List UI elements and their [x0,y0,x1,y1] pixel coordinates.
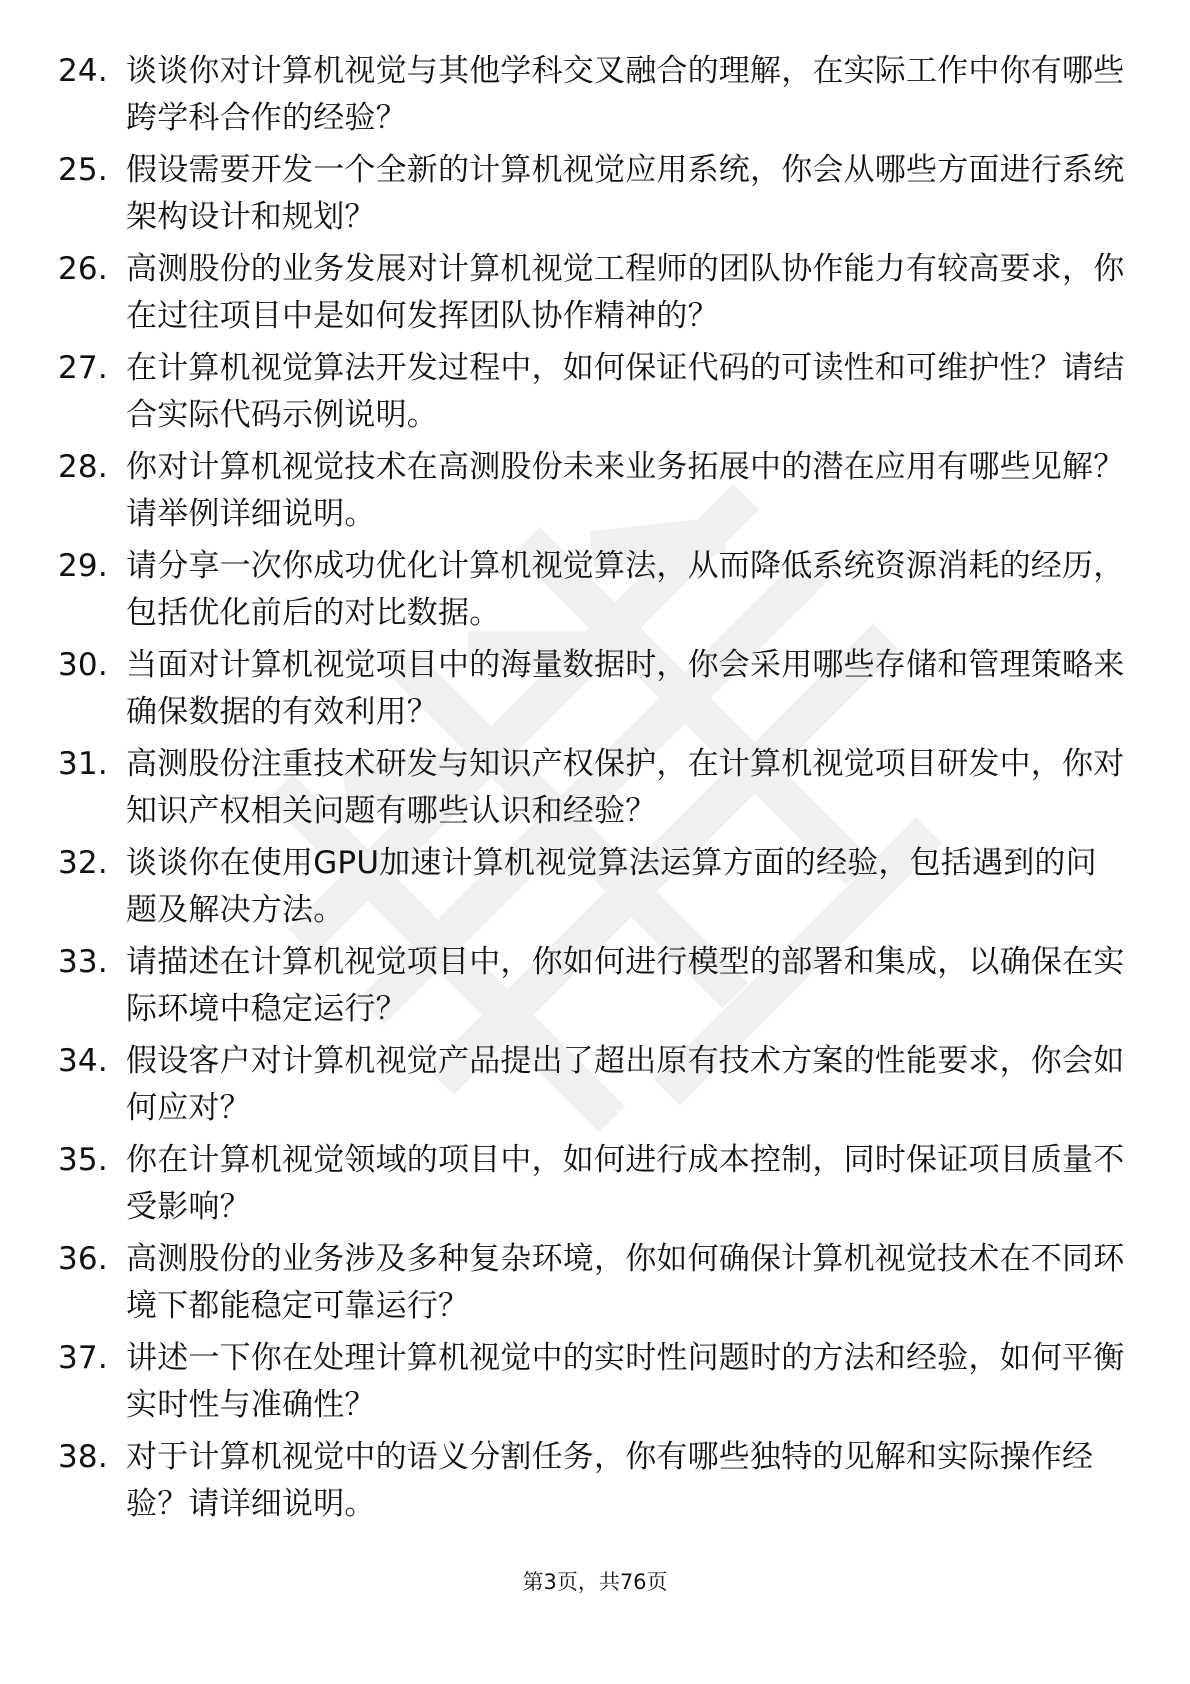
question-text: 谈谈你在使用GPU加速计算机视觉算法运算方面的经验，包括遇到的问题及解决方法。 [126,845,1097,928]
question-text: 当面对计算机视觉项目中的海量数据时，你会采用哪些存储和管理策略来确保数据的有效利用？ [126,647,1125,730]
question-item [58,1434,1128,1533]
question-text: 请描述在计算机视觉项目中，你如何进行模型的部署和集成，以确保在实际环境中稳定运行？ [126,944,1125,1027]
question-text: 假设客户对计算机视觉产品提出了超出原有技术方案的性能要求，你会如何应对？ [126,1043,1125,1126]
question-number: 38. [58,1439,108,1475]
question-number: 32. [58,845,108,881]
question-item [58,1137,1128,1236]
question-item [58,642,1128,741]
question-item [58,741,1128,840]
question-item [58,939,1128,1038]
question-number: 27. [58,350,108,386]
question-number: 34. [58,1043,108,1079]
question-number: 29. [58,548,108,584]
question-item [58,1335,1128,1434]
question-text: 你对计算机视觉技术在高测股份未来业务拓展中的潜在应用有哪些见解？请举例详细说明。 [126,449,1125,532]
question-item [58,840,1128,939]
question-text: 谈谈你对计算机视觉与其他学科交叉融合的理解，在实际工作中你有哪些跨学科合作的经验？ [126,53,1125,136]
question-item [58,1236,1128,1335]
question-text: 讲述一下你在处理计算机视觉中的实时性问题时的方法和经验，如何平衡实时性与准确性？ [126,1340,1125,1423]
question-item [58,543,1128,642]
question-text: 假设需要开发一个全新的计算机视觉应用系统，你会从哪些方面进行系统架构设计和规划？ [126,152,1125,235]
question-text: 对于计算机视觉中的语义分割任务，你有哪些独特的见解和实际操作经验？请详细说明。 [126,1439,1094,1522]
question-item [58,1038,1128,1137]
question-number: 31. [58,746,108,782]
question-list [58,48,1128,1533]
question-text: 高测股份注重技术研发与知识产权保护，在计算机视觉项目研发中，你对知识产权相关问题有哪些认识和经验？ [126,746,1125,829]
question-number: 33. [58,944,108,980]
question-text: 高测股份的业务涉及多种复杂环境，你如何确保计算机视觉技术在不同环境下都能稳定可靠运行？ [126,1241,1125,1324]
question-number: 26. [58,251,108,287]
question-text: 你在计算机视觉领域的项目中，如何进行成本控制，同时保证项目质量不受影响？ [126,1142,1125,1225]
question-text: 高测股份的业务发展对计算机视觉工程师的团队协作能力有较高要求，你在过往项目中是如何发挥团队协作精神的？ [126,251,1125,334]
question-number: 24. [58,53,108,89]
question-item [58,147,1128,246]
question-item [58,444,1128,543]
question-item [58,345,1128,444]
question-text: 请分享一次你成功优化计算机视觉算法，从而降低系统资源消耗的经历，包括优化前后的对比数据。 [126,548,1125,631]
page-footer: 第3页，共76页 [522,1570,668,1594]
question-number: 25. [58,152,108,188]
question-number: 36. [58,1241,108,1277]
question-number: 37. [58,1340,108,1376]
question-item [58,48,1128,147]
question-number: 28. [58,449,108,485]
question-number: 35. [58,1142,108,1178]
question-number: 30. [58,647,108,683]
question-text: 在计算机视觉算法开发过程中，如何保证代码的可读性和可维护性？请结合实际代码示例说明。 [126,350,1125,433]
question-item [58,246,1128,345]
